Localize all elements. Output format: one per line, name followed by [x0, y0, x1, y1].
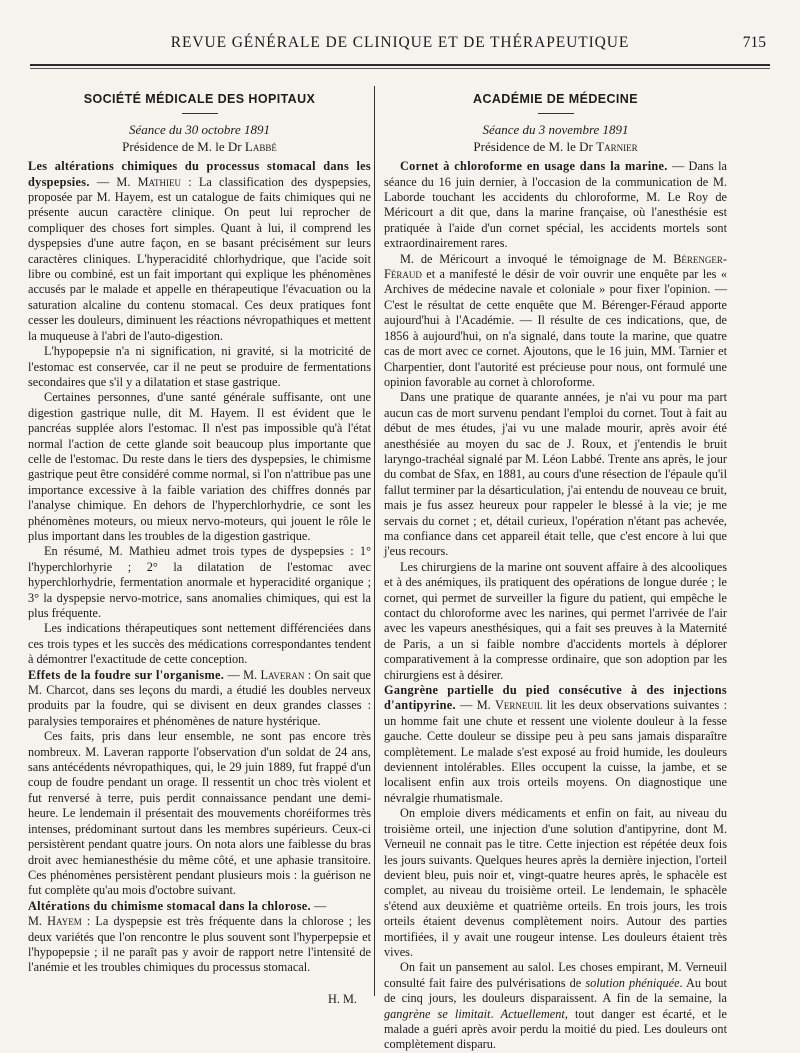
society-heading: ACADÉMIE DE MÉDECINE — [473, 92, 638, 106]
article-title: Les altérations chimiques du processus stomacal dans les dyspepsies. — [28, 159, 371, 189]
body-paragraph: L'hypopepsie n'a ni signification, ni gravité, si la motricité de l'estomac est conservée, car il ne peut se produire de fermentations secondaires que s'il y a dilatation et stase gastrique. — [28, 344, 371, 389]
article-paragraph: Les altérations chimiques du processus stomacal dans les dyspepsies. — M. Mathieu : La classification des dyspepsies, proposée par M. Hayem, est un catalogue de faits chimiques qui ne présente aucun caractère clinique. On peut lui reprocher de compliquer des choses fort simples. Quant à lui, il comprend les dyspepsies d'une autre façon, en se basant précisément sur leurs caractères cliniques. L'hyperacidité chlorhydrique, que l'acide soit libre ou combiné, est un fait important qui explique les phénomènes accusés par le malade et appelle en thérapeutique l'évacuation ou la saturation alcaline du contenu stomacal. Ces deux pratiques font cesser les douleurs, diminuent les réactions névropathiques et mettent la muqueuse à l'abri de l'auto-digestion. — [28, 159, 371, 343]
body-paragraph: Dans une pratique de quarante années, je n'ai vu pour ma part aucun cas de mort survenu pendant l'emploi du cornet. Tout à fait au début de mes études, j'ai vu une malade mourir, après avoir été anesthésiée au moyen du sac de J. Roux, et j'entendis le bruit laryngo-trachéal signalé par M. Léon Labbé. Trente ans après, le jour du combat de Sfax, en 1881, au cours d'une résection de l'épaule qu'il fallut terminer par la désarticulation, j'ai entendu de nouveau ce bruit, mais je fus assez heureux pour rappeler le blessé à la vie; je me servais du cornet ; et, détail curieux, l'opération n'étant pas achevée, ma confiance dans cet appareil était telle, que c'est encore à lui que j'eus recours. — [384, 390, 727, 559]
article-author: Laveran — [260, 667, 305, 682]
presidence-line — [28, 139, 371, 154]
article-author: M. Hayem — [28, 914, 82, 929]
article-title: Cornet à chloroforme en usage dans la marine. — [400, 159, 668, 174]
body-paragraph: On emploie divers médicaments et enfin on fait, au niveau du troisième orteil, une injection d'une solution d'antipyrine, dont M. Verneuil ne connait pas le titre. Cette injection est répétée deux fois les jours suivants. Quelques heures après la dernière injection, l'orteil devient bleu, puis noir et, vingt-quatre heures après, le sphacèle est complet, au niveau du troisième orteil. Le lendemain, le sphacèle s'étend aux deuxième et quatrième orteils. En trois jours, les trois orteils étaient devenus complètement noirs. Autour des parties mortifiées, il y avait une rougeur intense. Les douleurs étaient très vives. — [384, 806, 727, 959]
body-paragraph: Les chirurgiens de la marine ont souvent affaire à des alcooliques et à des anémiques, ils pratiquent des opérations de longue durée ; le cornet, qui permet de surveiller la figure du patient, qui empêche le contact du chloroforme avec les narines, qui permet l'arrivée de l'air avec les vapeurs anesthésiques, qui a fait ses preuves à la Maternité de Paris, a un si faible nombre d'accidents mortels à déplorer comparativement à la compresse ordinaire, que son adoption par les chirurgiens est à désirer. — [384, 559, 727, 682]
article-author: Mathieu — [137, 174, 182, 189]
presidence-prefix: Présidence de M. le Dr — [473, 138, 597, 154]
article-title: Altérations du chimisme stomacal dans la chlorose. — [28, 898, 311, 913]
running-header — [30, 32, 770, 56]
body-paragraph: Ces faits, pris dans leur ensemble, ne sont pas encore très nombreux. M. Laveran rapporte l'observation d'un soldat de 24 ans, sans antécédents névropathiques, qui, le 29 juin 1889, fut frappé d'un coup de foudre pendant un orage. Il ressentit un choc très violent et fut renversé à terre, puis perdit connaissance pendant une demi-heure. Le lendemain il présentait des mouvements choréiformes très intenses, prédominant surtout dans les membres supérieurs. Ceux-ci persistèrent pendant quatre jours. On nota alors une faiblesse du bras droit avec hemianesthésie du même côté, et une aphasie transitoire. Ces phénomènes persistèrent pendant plusieurs mois : la guérison ne fut complète qu'au mois d'octobre suivant. — [28, 729, 371, 898]
president-name: Labbé — [244, 138, 277, 154]
body-paragraph: En résumé, M. Mathieu admet trois types de dyspepsies : 1° l'hyperchlorhyrie ; 2° la dilatation de l'estomac avec hyperchlorhydrie, fermentation anormale et hyperacidité organique ; 3° la dyspepsie nervo-motrice, sans anomalies chimiques, qui est la plus fréquente. — [28, 544, 371, 620]
journal-title: REVUE GÉNÉRALE DE CLINIQUE ET DE THÉRAPEUTIQUE — [170, 34, 630, 51]
body-paragraph: M. de Méricourt a invoqué le témoignage de M. Bérenger-Féraud et a manifesté le désir de voir ouvrir une enquête par les « Archives de médecine navale et coloniale » pour fixer l'opinion. — C'est le résultat de cette enquête que M. Bérenger-Féraud apporte aujourd'hui à l'Académie. — Il résulte de ces indications, que, de 1856 à aujourd'hui, on n'a signalé, dans toute la marine, que quatre cas de mort avec ce cornet. Ajoutons, que le 16 juin, MM. Tarnier et Charpentier, dont l'autorité est précieuse pour nous, ont formulé une opinion favorable au cornet à chloroforme. — [384, 251, 727, 389]
president-name: Tarnier — [596, 138, 638, 154]
seance-date: Séance du 30 octobre 1891 — [128, 122, 271, 138]
body-paragraph: Les indications thérapeutiques sont nettement différenciées dans ces trois types et les succès des médications correspondantes tendent à démontrer l'exactitude de cette conception. — [28, 621, 371, 667]
article-title: Effets de la foudre sur l'organisme. — [28, 667, 225, 682]
article-paragraph: Gangrène partielle du pied consécutive à des injections d'antipyrine. — M. Verneuil lit les deux observations suivantes : un homme fait une chute et ressent une violente douleur à la fesse gauche. Cette douleur se dissipe peu à peu sans jamais disparaître complètement. Le malade s'est exposé au froid humide, les douleurs deviennent intolérables. Elles occupent la cuisse, la jambe, et se localisent enfin aux trois orteils moyens. On diagnostique une névralgie rhumatismale. — [384, 683, 727, 805]
column-divider — [374, 86, 375, 996]
article-title: Gangrène partielle du pied consécutive à des injections d'antipyrine. — [384, 683, 727, 713]
section-rule — [182, 113, 218, 114]
right-column — [384, 84, 727, 1052]
article-author: Verneuil — [494, 698, 543, 713]
header-rule-thin — [30, 68, 770, 69]
body-paragraph: On fait un pansement au salol. Les choses empirant, M. Verneuil consulté fait faire des pulvérisations de solution phéniquée. Au bout de cinq jours, les douleurs disparaissent. A fin de la semaine, la gangrène se limitait. Actuellement, tout danger est écarté, et le malade a guéri après avoir perdu la moitié du pied. Les douleurs ont complètement disparu. — [384, 960, 727, 1052]
page-number: 715 — [742, 34, 766, 51]
article-paragraph: Cornet à chloroforme en usage dans la marine. — Dans la séance du 16 juin dernier, à l'occasion de la communication de M. Laborde touchant les accidents du chloroforme, M. Le Roy de Méricourt a dit que, dans la marine française, où l'anesthésie est pratiquée à l'aide d'un cornet spécial, les accidents mortels sont extraordinairement rares. — [384, 159, 727, 251]
seance-date: Séance du 3 novembre 1891 — [482, 122, 629, 138]
section-rule — [538, 113, 574, 114]
presidence-line — [384, 139, 727, 154]
header-rule — [30, 64, 770, 66]
left-column — [28, 84, 371, 1006]
presidence-prefix: Présidence de M. le Dr — [122, 138, 245, 154]
body-paragraph: Certaines personnes, d'une santé générale suffisante, ont une digestion gastrique nulle, dit M. Hayem. Il est évident que le pancréas supplée alors l'estomac. Il n'est pas impossible qu'à l'état normal l'action de cette glande soit beaucoup plus importante que celle de l'estomac. Du reste dans le tiers des dyspepsies, le chimisme gastrique peut être considéré comme normal, si l'on n'attribue pas une importance excessive à la faible variation des chiffres donnés par l'analyse chimique. En dehors de l'hyperchlorhydrie, ce sont les phénomènes moteurs, ou mieux nervo-moteurs, qui jouent le rôle le plus important dans les troubles de la digestion gastrique. — [28, 390, 371, 543]
article-paragraph: Effets de la foudre sur l'organisme. — M. Laveran : On sait que M. Charcot, dans ses leçons du mardi, a étudié les doubles nerveux produits par la foudre, qui se divisent en deux grandes classes : paralysies temporaires et phénomènes de nature hystérique. — [28, 667, 371, 728]
article-paragraph: Altérations du chimisme stomacal dans la chlorose. — M. Hayem : La dyspepsie est très fréquente dans la chlorose ; les deux variétés que l'on rencontre le plus souvent sont l'hyperpepsie et l'hypopepsie ; il ne paraît pas y avoir de rapport netre l'intensité de l'anémie et les troubles chimiques du processus stomacal. — [28, 898, 371, 975]
signature: H. M. — [327, 991, 357, 1006]
person-name: Bérenger-Féraud — [384, 251, 727, 282]
society-heading: SOCIÉTÉ MÉDICALE DES HOPITAUX — [83, 92, 316, 106]
